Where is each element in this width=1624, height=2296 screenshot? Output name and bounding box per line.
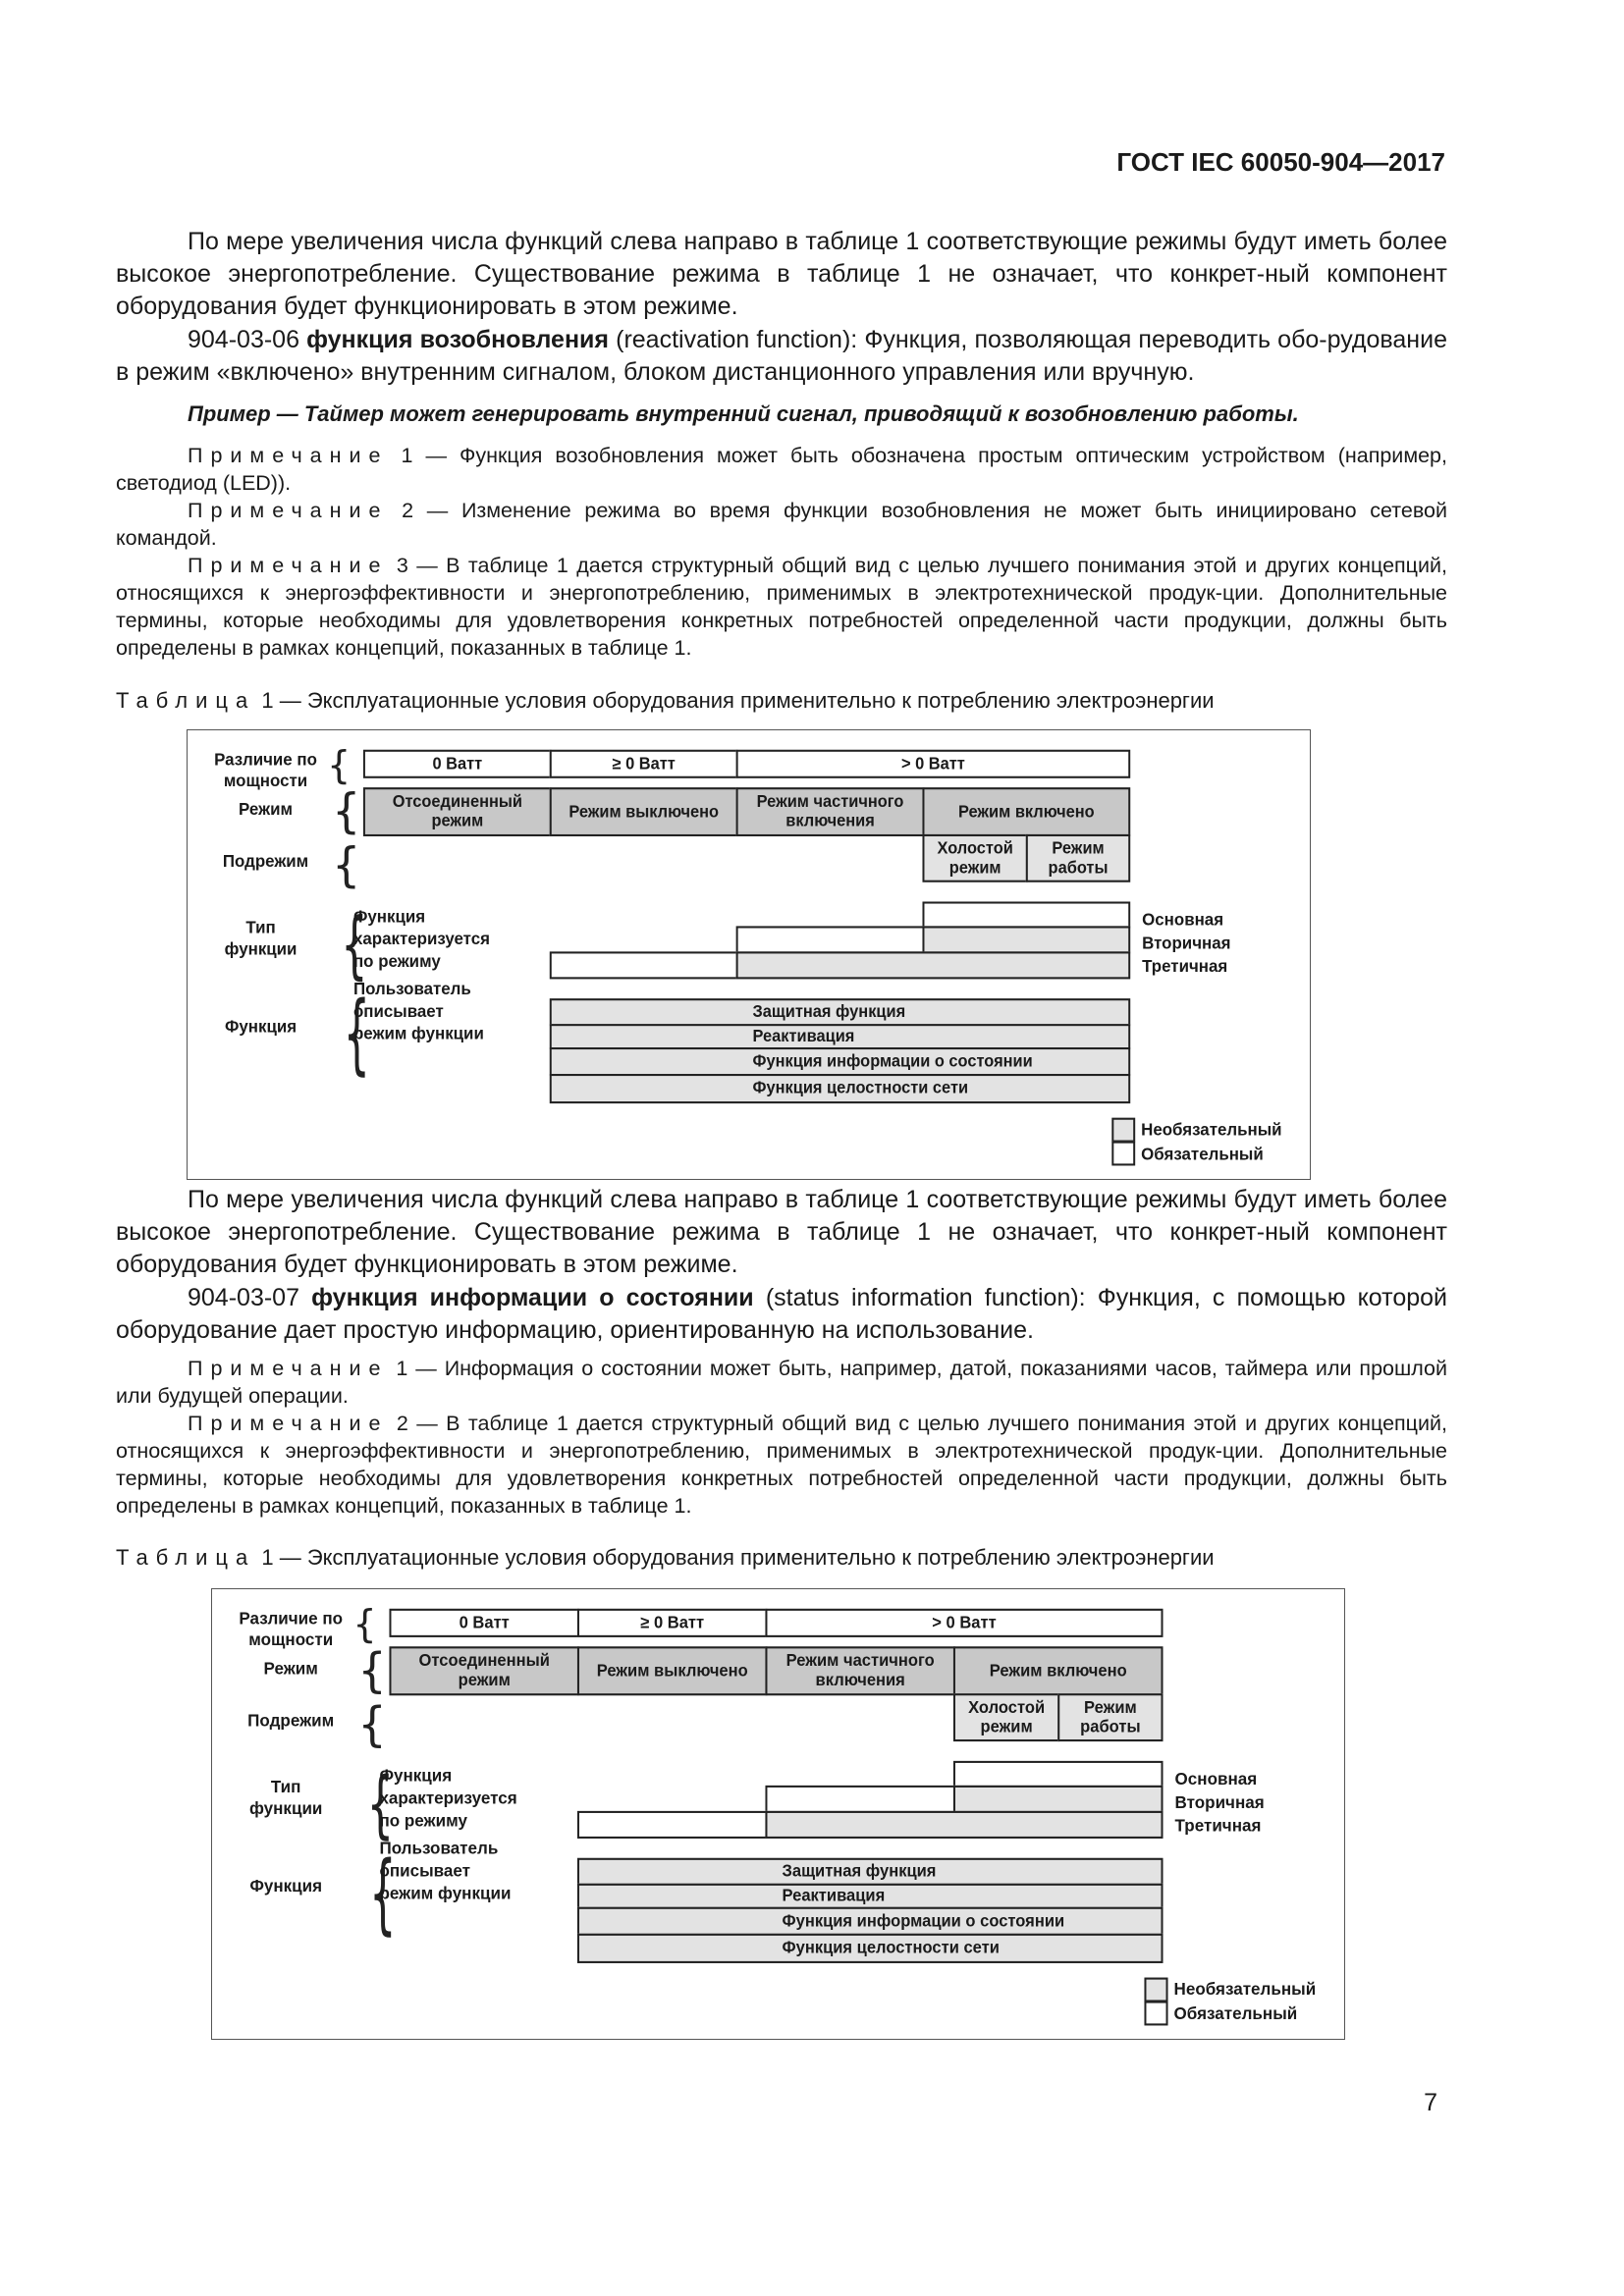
mode-off: Режим выключено <box>550 787 738 836</box>
legend-mandatory: Обязательный <box>1141 1144 1264 1164</box>
brace-icon: { <box>357 1642 387 1698</box>
legend-optional: Необязательный <box>1141 1119 1282 1140</box>
type-level-primary: Основная <box>1174 1769 1258 1789</box>
table-caption-top: Таблица 1 — Эксплуатационные условия оборудования применительно к потреблению электроэнергии <box>116 688 1215 713</box>
page-number: 7 <box>1424 2089 1437 2116</box>
submode-active: Режим работы <box>1057 1693 1163 1741</box>
function-network-integrity: Функция целостности сети <box>550 1074 1130 1103</box>
function-network-integrity: Функция целостности сети <box>577 1934 1164 1963</box>
legend-mandatory: Обязательный <box>1173 2003 1298 2024</box>
row-label-power: Различие по мощности <box>239 1608 344 1650</box>
term-name: функция информации о состоянии <box>311 1284 754 1311</box>
note-2-bottom: Примечание 2 — В таблице 1 дается структурный общий вид с целью лучшего понимания этой и других концепций, относящихся к энергоэффективности и энергопотреблению, применимых в электротехнической продук-ции. Дополнительные термины, которые необходимы для удовлетворения конкретных потребностей определенной части продукции, должны быть определены в рамках концепций, показанных в таблице 1. <box>116 1412 1447 1518</box>
brace-icon: { <box>369 1842 397 1946</box>
mode-partial-on: Режим частичного включения <box>765 1646 955 1695</box>
function-status-info: Функция информации о состоянии <box>577 1907 1164 1936</box>
power-cell-ge0w: ≥ 0 Ватт <box>550 750 738 778</box>
power-cell-0w: 0 Ватт <box>363 750 552 778</box>
row-label-type: Тип функции <box>248 1777 323 1819</box>
type-tertiary-box-white <box>550 951 738 979</box>
type-level-tertiary: Третичная <box>1142 956 1228 977</box>
type-level-secondary: Вторичная <box>1142 933 1231 953</box>
function-reactivation: Реактивация <box>577 1884 1164 1909</box>
type-description: Функция характеризуется по режиму <box>379 1766 517 1831</box>
function-reactivation: Реактивация <box>550 1024 1130 1049</box>
function-status-info: Функция информации о состоянии <box>550 1047 1130 1076</box>
paragraph-intro-top: По мере увеличения числа функций слева направо в таблице 1 соответствующие режимы будут иметь более высокое энергопотребление. Существование режима в таблице 1 не означает, что конкрет-ный компонент оборудования будет функционировать в этом режиме. <box>116 228 1447 320</box>
type-secondary-box-gray <box>953 1786 1164 1813</box>
row-label-type: Тип функции <box>224 918 298 959</box>
table-1-figure-bottom <box>211 1588 1345 2040</box>
row-label-mode: Режим <box>263 1658 318 1679</box>
term-name: функция возобновления <box>306 326 610 353</box>
legend-swatch-mandatory <box>1144 2001 1167 2025</box>
type-secondary-box-white <box>736 926 925 953</box>
submode-active: Режим работы <box>1026 834 1130 882</box>
legend-swatch-optional <box>1111 1118 1135 1143</box>
type-level-primary: Основная <box>1142 909 1224 930</box>
legend-optional: Необязательный <box>1173 1979 1317 2000</box>
submode-idle: Холостой режим <box>922 834 1027 882</box>
brace-icon: { <box>352 1601 377 1647</box>
mode-disconnected: Отсоединенный режим <box>389 1646 579 1695</box>
term-status-information <box>116 1282 1447 1347</box>
function-description: Пользователь описывает режим функции <box>379 1838 512 1903</box>
row-label-submode: Подрежим <box>247 1710 335 1731</box>
brace-icon: { <box>332 783 361 839</box>
example-text: Пример — Таймер может генерировать внутренний сигнал, приводящий к возобновлению работы. <box>188 401 1299 426</box>
type-tertiary-box-gray <box>765 1811 1163 1839</box>
mode-off: Режим выключено <box>577 1646 768 1695</box>
term-definition: (status information function): Функция, с помощью которой оборудование дает простую информацию, ориентированную на использование. <box>116 1284 1448 1344</box>
table-1-figure-top <box>187 729 1311 1180</box>
legend-swatch-mandatory <box>1111 1142 1135 1166</box>
legend-swatch-optional <box>1144 1978 1167 2002</box>
row-label-mode: Режим <box>239 799 293 820</box>
power-cell-ge0w: ≥ 0 Ватт <box>577 1609 768 1637</box>
mode-partial-on: Режим частичного включения <box>736 787 925 836</box>
row-label-function: Функция <box>224 1016 298 1037</box>
row-label-power: Различие по мощности <box>214 749 317 791</box>
type-secondary-box-gray <box>922 926 1130 953</box>
page-header: ГОСТ IEC 60050-904—2017 <box>1116 147 1445 177</box>
table-caption-bottom: Таблица 1 — Эксплуатационные условия оборудования применительно к потреблению электроэнергии <box>116 1545 1215 1570</box>
brace-icon: { <box>357 1696 387 1752</box>
brace-icon: { <box>341 901 368 988</box>
note-2-top: Примечание 2 — Изменение режима во время функции возобновления не может быть инициировано сетевой командой. <box>116 499 1447 550</box>
type-level-tertiary: Третичная <box>1174 1816 1262 1836</box>
type-secondary-box-white <box>765 1786 955 1813</box>
brace-icon: { <box>327 742 352 788</box>
function-protective: Защитная функция <box>550 998 1130 1026</box>
note-3-top: Примечание 3 — В таблице 1 дается структурный общий вид с целью лучшего понимания этой и других концепций, относящихся к энергоэффективности и энергопотреблению, применимых в электротехнической продук-ции. Дополнительные термины, которые необходимы для удовлетворения конкретных потребностей определенной части продукции, должны быть определены в рамках концепций, показанных в таблице 1. <box>116 554 1447 660</box>
term-reactivation <box>116 324 1447 389</box>
brace-icon: { <box>343 983 370 1086</box>
submode-idle: Холостой режим <box>953 1693 1059 1741</box>
row-label-function: Функция <box>249 1876 323 1896</box>
type-tertiary-box-gray <box>736 951 1131 979</box>
power-cell-0w: 0 Ватт <box>389 1609 579 1637</box>
paragraph-intro-bottom: По мере увеличения числа функций слева направо в таблице 1 соответствующие режимы будут иметь более высокое энергопотребление. Существование режима в таблице 1 не означает, что конкрет-ный компонент оборудования будет функционировать в этом режиме. <box>116 1186 1447 1278</box>
function-description: Пользователь описывает режим функции <box>352 979 484 1043</box>
term-number: 904-03-07 <box>188 1284 299 1311</box>
row-label-submode: Подрежим <box>222 851 309 872</box>
mode-disconnected: Отсоединенный режим <box>363 787 552 836</box>
power-cell-gt0w: > 0 Ватт <box>765 1609 1163 1637</box>
function-protective: Защитная функция <box>577 1858 1164 1886</box>
mode-on: Режим включено <box>953 1646 1164 1695</box>
power-cell-gt0w: > 0 Ватт <box>736 750 1131 778</box>
type-primary-box <box>953 1761 1164 1788</box>
type-level-secondary: Вторичная <box>1174 1792 1265 1812</box>
note-1-bottom: Примечание 1 — Информация о состоянии может быть, например, датой, показаниями часов, таймера или прошлой или будущей операции. <box>116 1357 1447 1408</box>
type-primary-box <box>922 901 1130 928</box>
note-1-top: Примечание 1 — Функция возобновления может быть обозначена простым оптическим устройством (например, светодиод (LED)). <box>116 444 1447 495</box>
brace-icon: { <box>366 1760 395 1847</box>
type-description: Функция характеризуется по режиму <box>352 906 490 972</box>
term-definition: (reactivation function): Функция, позволяющая переводить обо-рудование в режим «включено» внутренним сигналом, блоком дистанционного управления или вручную. <box>116 326 1447 386</box>
mode-on: Режим включено <box>922 787 1130 836</box>
type-tertiary-box-white <box>577 1811 768 1839</box>
brace-icon: { <box>332 837 361 893</box>
term-number: 904-03-06 <box>188 326 299 353</box>
